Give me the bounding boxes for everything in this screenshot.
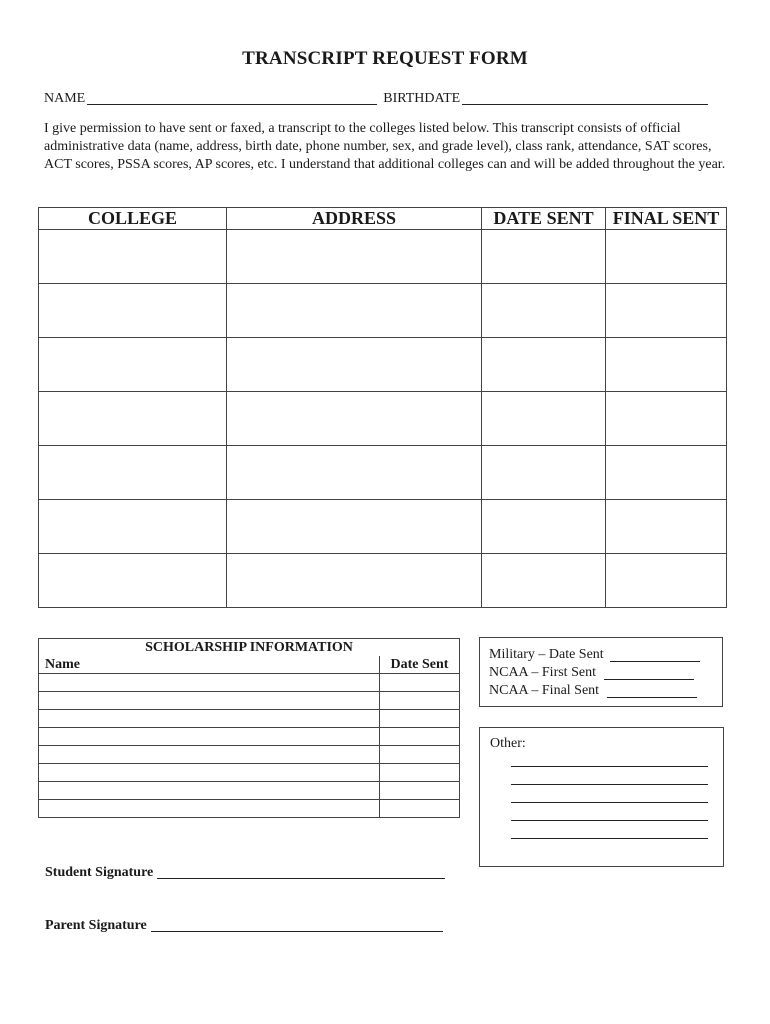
table-row [39, 710, 460, 728]
final-sent-cell[interactable] [606, 554, 727, 608]
college-cell[interactable] [39, 338, 227, 392]
college-cell[interactable] [39, 230, 227, 284]
address-header: ADDRESS [227, 208, 482, 230]
scholarship-title: SCHOLARSHIP INFORMATION [39, 639, 460, 657]
other-line[interactable] [511, 802, 708, 803]
other-line[interactable] [511, 766, 708, 767]
scholarship-date-cell[interactable] [380, 800, 460, 818]
final-sent-cell[interactable] [606, 230, 727, 284]
scholarship-date-cell[interactable] [380, 674, 460, 692]
scholarship-name-cell[interactable] [39, 800, 380, 818]
table-row [39, 674, 460, 692]
table-row [39, 284, 727, 338]
address-cell[interactable] [227, 446, 482, 500]
military-ncaa-box [479, 637, 723, 707]
college-cell[interactable] [39, 284, 227, 338]
permission-statement: I give permission to have sent or faxed, a transcript to the colleges listed below. This transcript consists of official administrative data (name, address, birth date, phone number, sex, and grade level), class rank, attendance, SAT scores, ACT scores, PSSA scores, AP scores, etc. I understand that additional colleges can and will be added throughout the year. [44, 121, 726, 172]
student-signature-row [45, 865, 445, 881]
table-row [39, 782, 460, 800]
name-field[interactable] [87, 90, 377, 105]
other-line[interactable] [511, 820, 708, 821]
military-row [489, 646, 714, 664]
ncaa-final-row [489, 682, 714, 700]
address-cell[interactable] [227, 338, 482, 392]
table-row [39, 764, 460, 782]
scholarship-name-cell[interactable] [39, 728, 380, 746]
scholarship-name-cell[interactable] [39, 782, 380, 800]
table-row [39, 392, 727, 446]
ncaa-first-label: NCAA – First Sent [489, 665, 596, 680]
final-sent-cell[interactable] [606, 500, 727, 554]
student-signature-field[interactable] [157, 865, 445, 879]
scholarship-date-cell[interactable] [380, 746, 460, 764]
birthdate-field[interactable] [462, 90, 708, 105]
final-sent-header: FINAL SENT [606, 208, 727, 230]
final-sent-cell[interactable] [606, 392, 727, 446]
address-cell[interactable] [227, 392, 482, 446]
table-row [39, 746, 460, 764]
college-table [38, 207, 727, 608]
scholarship-date-cell[interactable] [380, 692, 460, 710]
address-cell[interactable] [227, 554, 482, 608]
parent-signature-label: Parent Signature [45, 918, 147, 933]
table-row [39, 692, 460, 710]
scholarship-title-row [39, 639, 460, 657]
college-cell[interactable] [39, 554, 227, 608]
scholarship-name-cell[interactable] [39, 746, 380, 764]
address-cell[interactable] [227, 230, 482, 284]
scholarship-name-cell[interactable] [39, 692, 380, 710]
scholarship-table [38, 638, 460, 818]
page-title: TRANSCRIPT REQUEST FORM [242, 48, 528, 69]
scholarship-date-cell[interactable] [380, 764, 460, 782]
date-sent-cell[interactable] [482, 392, 606, 446]
table-row [39, 446, 727, 500]
scholarship-name-cell[interactable] [39, 764, 380, 782]
scholarship-name-cell[interactable] [39, 710, 380, 728]
ncaa-first-field[interactable] [604, 666, 694, 680]
table-row [39, 500, 727, 554]
date-sent-cell[interactable] [482, 338, 606, 392]
scholarship-name-cell[interactable] [39, 674, 380, 692]
address-cell[interactable] [227, 284, 482, 338]
final-sent-cell[interactable] [606, 338, 727, 392]
ncaa-final-label: NCAA – Final Sent [489, 683, 600, 698]
college-cell[interactable] [39, 500, 227, 554]
parent-signature-field[interactable] [151, 918, 443, 932]
table-row [39, 338, 727, 392]
table-row [39, 728, 460, 746]
date-sent-cell[interactable] [482, 230, 606, 284]
table-row [39, 230, 727, 284]
date-sent-cell[interactable] [482, 554, 606, 608]
student-signature-label: Student Signature [45, 865, 154, 880]
other-label: Other: [490, 736, 526, 751]
name-label: NAME [44, 91, 86, 106]
table-row [39, 554, 727, 608]
scholarship-date-cell[interactable] [380, 728, 460, 746]
college-header: COLLEGE [39, 208, 227, 230]
other-line[interactable] [511, 838, 708, 839]
name-birthdate-row [44, 90, 726, 107]
college-cell[interactable] [39, 446, 227, 500]
military-date-field[interactable] [610, 648, 700, 662]
scholarship-header-row [39, 656, 460, 674]
scholarship-name-header: Name [39, 656, 380, 674]
date-sent-cell[interactable] [482, 446, 606, 500]
final-sent-cell[interactable] [606, 284, 727, 338]
scholarship-date-cell[interactable] [380, 782, 460, 800]
other-box [479, 727, 724, 867]
date-sent-header: DATE SENT [482, 208, 606, 230]
address-cell[interactable] [227, 500, 482, 554]
date-sent-cell[interactable] [482, 284, 606, 338]
military-label: Military – Date Sent [489, 647, 604, 662]
parent-signature-row [45, 918, 443, 934]
final-sent-cell[interactable] [606, 446, 727, 500]
other-line[interactable] [511, 784, 708, 785]
ncaa-first-row [489, 664, 714, 682]
table-row [39, 800, 460, 818]
birthdate-label: BIRTHDATE [383, 91, 461, 106]
college-cell[interactable] [39, 392, 227, 446]
scholarship-date-header: Date Sent [380, 656, 460, 674]
date-sent-cell[interactable] [482, 500, 606, 554]
college-table-header [39, 208, 727, 230]
ncaa-final-field[interactable] [607, 684, 697, 698]
scholarship-date-cell[interactable] [380, 710, 460, 728]
